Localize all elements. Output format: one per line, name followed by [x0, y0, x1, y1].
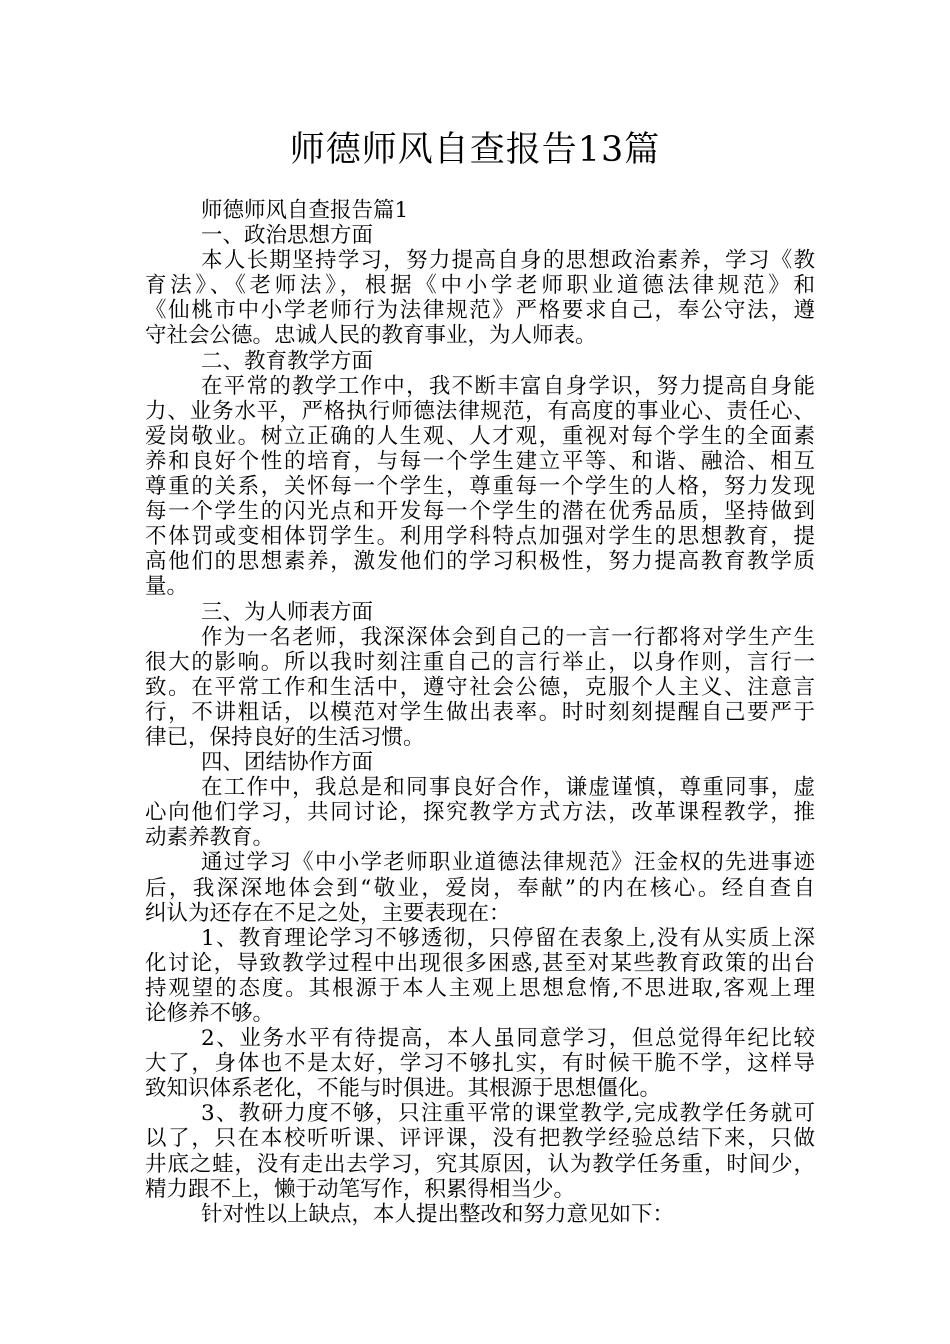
- body-line: 二、教育教学方面: [201, 348, 374, 374]
- body-line: 3、教研力度不够，只注重平常的课堂教学,完成教学任务就可: [201, 1101, 815, 1127]
- body-line: 纠认为还存在不足之处，主要表现在：: [145, 900, 511, 926]
- body-line: 心向他们学习，共同讨论，探究教学方式方法，改革课程教学，推: [145, 800, 815, 826]
- body-line: 1、教育理论学习不够透彻，只停留在表象上,没有从实质上深: [201, 925, 815, 951]
- body-line: 2、业务水平有待提高，本人虽同意学习，但总觉得年纪比较: [201, 1026, 815, 1052]
- body-line: 井底之蛙，没有走出去学习，究其原因，认为教学任务重，时间少，: [145, 1151, 815, 1177]
- body-line: 不体罚或变相体罚学生。利用学科特点加强对学生的思想教育，提: [145, 524, 815, 550]
- body-line: 致。在平常工作和生活中，遵守社会公德，克服个人主义、注意言: [145, 674, 815, 700]
- body-line: 作为一名老师，我深深体会到自己的一言一行都将对学生产生: [201, 624, 815, 650]
- body-line: 持观望的态度。其根源于本人主观上思想怠惰,不思进取,客观上理: [145, 975, 815, 1001]
- body-line: 后，我深深地体会到“敬业，爱岗，奉献”的内在核心。经自查自: [145, 875, 815, 901]
- body-line: 高他们的思想素养，激发他们的学习积极性，努力提高教育教学质: [145, 549, 815, 575]
- body-line: 《仙桃市中小学老师行为法律规范》严格要求自己，奉公守法，遵: [145, 298, 815, 324]
- body-line: 致知识体系老化，不能与时俱进。其根源于思想僵化。: [145, 1076, 662, 1102]
- body-line: 很大的影响。所以我时刻注重自己的言行举止，以身作则，言行一: [145, 649, 815, 675]
- body-line: 守社会公德。忠诚人民的教育事业，为人师表。: [145, 323, 597, 349]
- body-line: 师德师风自查报告篇1: [201, 198, 409, 223]
- body-line: 尊重的关系，关怀每一个学生，尊重每一个学生的人格，努力发现: [145, 474, 815, 500]
- body-line: 育法》、《老师法》，根据《中小学老师职业道德法律规范》和: [145, 273, 815, 299]
- body-line: 在工作中，我总是和同事良好合作，谦虚谨慎，尊重同事，虚: [201, 775, 815, 801]
- body-line: 爱岗敬业。树立正确的人生观、人才观，重视对每个学生的全面素: [145, 423, 815, 449]
- body-line: 通过学习《中小学老师职业道德法律规范》汪金权的先进事迹: [201, 850, 815, 876]
- body-line: 动素养教育。: [145, 825, 275, 851]
- body-line: 量。: [145, 574, 189, 600]
- body-line: 大了，身体也不是太好，学习不够扎实，有时候干脆不学，这样导: [145, 1051, 815, 1077]
- body-line: 律已，保持良好的生活习惯。: [145, 724, 425, 750]
- body-line: 以了，只在本校听听课、评评课，没有把教学经验总结下来，只做: [145, 1126, 815, 1152]
- body-line: 在平常的教学工作中，我不断丰富自身学识，努力提高自身能: [201, 373, 815, 399]
- document-title: 师德师风自查报告13篇: [289, 130, 661, 170]
- body-line: 力、业务水平，严格执行师德法律规范，有高度的事业心、责任心、: [145, 398, 815, 424]
- body-line: 化讨论，导致教学过程中出现很多困惑,甚至对某些教育政策的出台: [145, 950, 815, 976]
- body-line: 四、团结协作方面: [201, 750, 374, 776]
- body-line: 本人长期坚持学习，努力提高自身的思想政治素养，学习《教: [201, 248, 815, 274]
- body-line: 三、为人师表方面: [201, 599, 374, 625]
- document-body: [145, 198, 815, 1227]
- body-line: 论修养不够。: [145, 1001, 275, 1026]
- body-line: 养和良好个性的培育，与每一个学生建立平等、和谐、融洽、相互: [145, 448, 815, 474]
- body-line: 行，不讲粗话，以模范对学生做出表率。时时刻刻提醒自己要严于: [145, 699, 815, 725]
- body-line: 每一个学生的闪光点和开发每一个学生的潜在优秀品质，坚持做到: [145, 499, 815, 525]
- body-line: 精力跟不上，懒于动笔写作，积累得相当少。: [145, 1176, 576, 1202]
- body-line: 针对性以上缺点，本人提出整改和努力意见如下：: [201, 1201, 675, 1227]
- body-line: 一、政治思想方面: [201, 223, 374, 249]
